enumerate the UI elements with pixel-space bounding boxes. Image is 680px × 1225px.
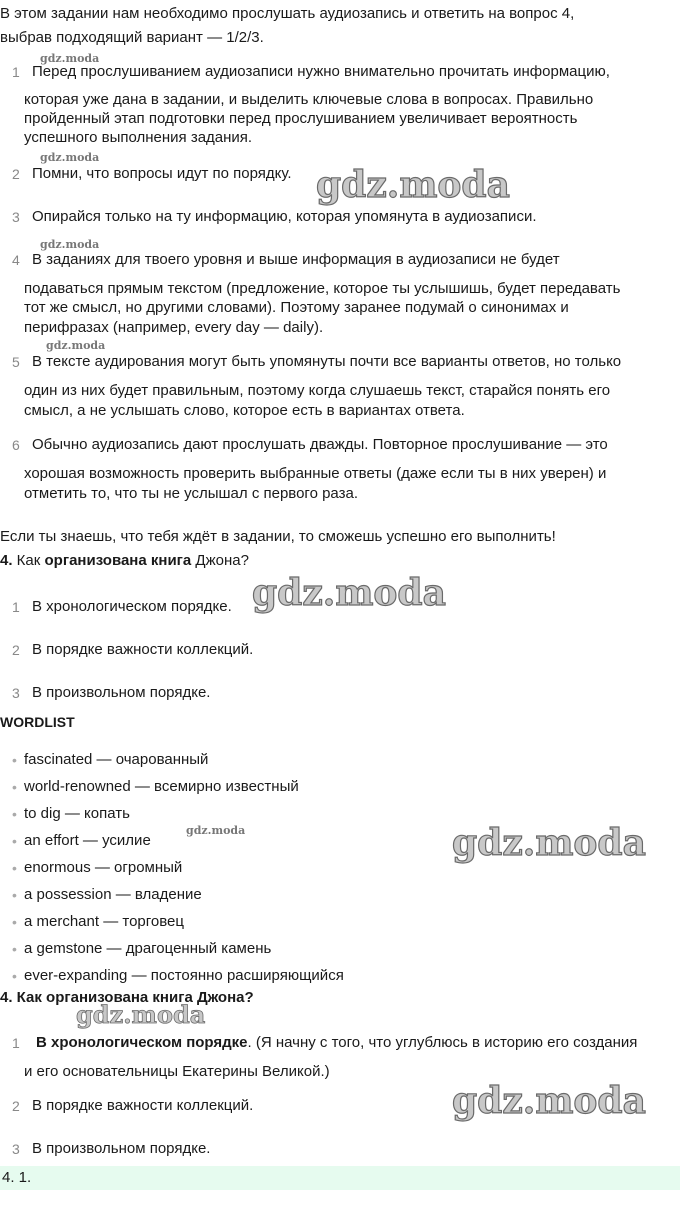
question-keywords: организована книга (44, 552, 192, 569)
bullet-icon: • (12, 833, 17, 849)
tip-text: тот же смысл, но другими словами). Поэтому заранее подумай о синонимах и (24, 299, 569, 316)
tip-number: 2 (12, 166, 20, 182)
question-title (0, 551, 249, 571)
question-number: 4. (0, 552, 13, 569)
watermark-logo: gdz.moda (316, 164, 510, 206)
tip-text: Опирайся только на ту информацию, которая упомянута в аудиозаписи. (32, 208, 537, 225)
question-pre: Как (12, 552, 45, 569)
option-text: В хронологическом порядке. (32, 598, 232, 615)
final-answer: 4. 1. (2, 1169, 32, 1186)
watermark-logo: gdz.moda (76, 1000, 206, 1029)
answer-bar (0, 1166, 680, 1190)
tip-text: смысл, а не услышать слово, которое есть в вариантах ответа. (24, 402, 465, 419)
watermark-small: gdz.moda (40, 52, 100, 65)
tip-text: хорошая возможность проверить выбранные ответы (даже если ты в них уверен) и (24, 465, 607, 482)
watermark-small: gdz.moda (46, 339, 106, 352)
bullet-icon: • (12, 860, 17, 876)
wordlist-item: enormous — огромный (24, 859, 183, 876)
watermark-logo: gdz.moda (452, 822, 646, 864)
correct-option-line2: и его основательницы Екатерины Великой.) (24, 1063, 330, 1080)
tip-number: 6 (12, 437, 20, 453)
answer-question-title: 4. Как организована книга Джона? (0, 989, 254, 1006)
tip-text: подаваться прямым текстом (предложение, которое ты услышишь, будет передавать (24, 280, 621, 297)
wordlist-item: fascinated — очарованный (24, 751, 209, 768)
tip-text: отметить то, что ты не услышал с первого раза. (24, 485, 358, 502)
watermark-small: gdz.moda (186, 824, 246, 837)
correct-option-text (36, 1033, 637, 1053)
tip-number: 1 (12, 64, 20, 80)
correct-option-bold: В хронологическом порядке (36, 1034, 248, 1051)
wordlist-item: world-renowned — всемирно известный (24, 778, 299, 795)
tip-text: пройденный этап подготовки перед прослушиванием увеличивает вероятность (24, 110, 578, 127)
tip-text: перифразах (например, every day — daily). (24, 319, 324, 336)
option-text: В порядке важности коллекций. (32, 1097, 254, 1114)
wordlist-item: a gemstone — драгоценный камень (24, 940, 272, 957)
bullet-icon: • (12, 887, 17, 903)
watermark-logo: gdz.moda (452, 1080, 646, 1122)
bullet-icon: • (12, 806, 17, 822)
intro-line-1: В этом задании нам необходимо прослушать аудиозапись и ответить на вопрос 4, (0, 5, 575, 22)
option-text: В произвольном порядке. (32, 1140, 211, 1157)
option-text: В произвольном порядке. (32, 684, 211, 701)
wordlist-item: an effort — усилие (24, 832, 151, 849)
option-number: 3 (12, 1141, 20, 1157)
intro-line-2: выбрав подходящий вариант — 1/2/3. (0, 29, 264, 46)
tip-text: которая уже дана в задании, и выделить ключевые слова в вопросах. Правильно (24, 91, 594, 108)
bullet-icon: • (12, 914, 17, 930)
tip-number: 3 (12, 209, 20, 225)
wordlist-item: a merchant — торговец (24, 913, 184, 930)
wordlist-item: to dig — копать (24, 805, 130, 822)
correct-option-rest: . (Я начну с того, что углублюсь в историю его создания (247, 1034, 638, 1051)
question-post: Джона? (191, 552, 249, 569)
watermark-logo: gdz.moda (252, 572, 446, 614)
bullet-icon: • (12, 752, 17, 768)
bullet-icon: • (12, 968, 17, 984)
outro-text: Если ты знаешь, что тебя ждёт в задании, то сможешь успешно его выполнить! (0, 528, 556, 545)
tip-text: Обычно аудиозапись дают прослушать дважды. Повторное прослушивание — это (32, 436, 608, 453)
tip-text: Перед прослушиванием аудиозаписи нужно внимательно прочитать информацию, (32, 63, 610, 80)
tip-text: Помни, что вопросы идут по порядку. (32, 165, 292, 182)
wordlist-item: ever-expanding — постоянно расширяющийся (24, 967, 344, 984)
option-number: 2 (12, 1098, 20, 1114)
bullet-icon: • (12, 941, 17, 957)
tip-text: В заданиях для твоего уровня и выше информация в аудиозаписи не будет (32, 251, 560, 268)
option-number: 3 (12, 685, 20, 701)
tip-text: успешного выполнения задания. (24, 129, 253, 146)
option-number: 2 (12, 642, 20, 658)
tip-text: В тексте аудирования могут быть упомянуты почти все варианты ответов, но только (32, 353, 622, 370)
tip-number: 4 (12, 252, 20, 268)
bullet-icon: • (12, 779, 17, 795)
option-number: 1 (12, 1035, 20, 1051)
wordlist-title: WORDLIST (0, 714, 75, 730)
option-number: 1 (12, 599, 20, 615)
tip-text: один из них будет правильным, поэтому когда слушаешь текст, старайся понять его (24, 382, 611, 399)
option-text: В порядке важности коллекций. (32, 641, 254, 658)
wordlist-item: a possession — владение (24, 886, 202, 903)
tip-number: 5 (12, 354, 20, 370)
watermark-small: gdz.moda (40, 238, 100, 251)
watermark-small: gdz.moda (40, 151, 100, 164)
